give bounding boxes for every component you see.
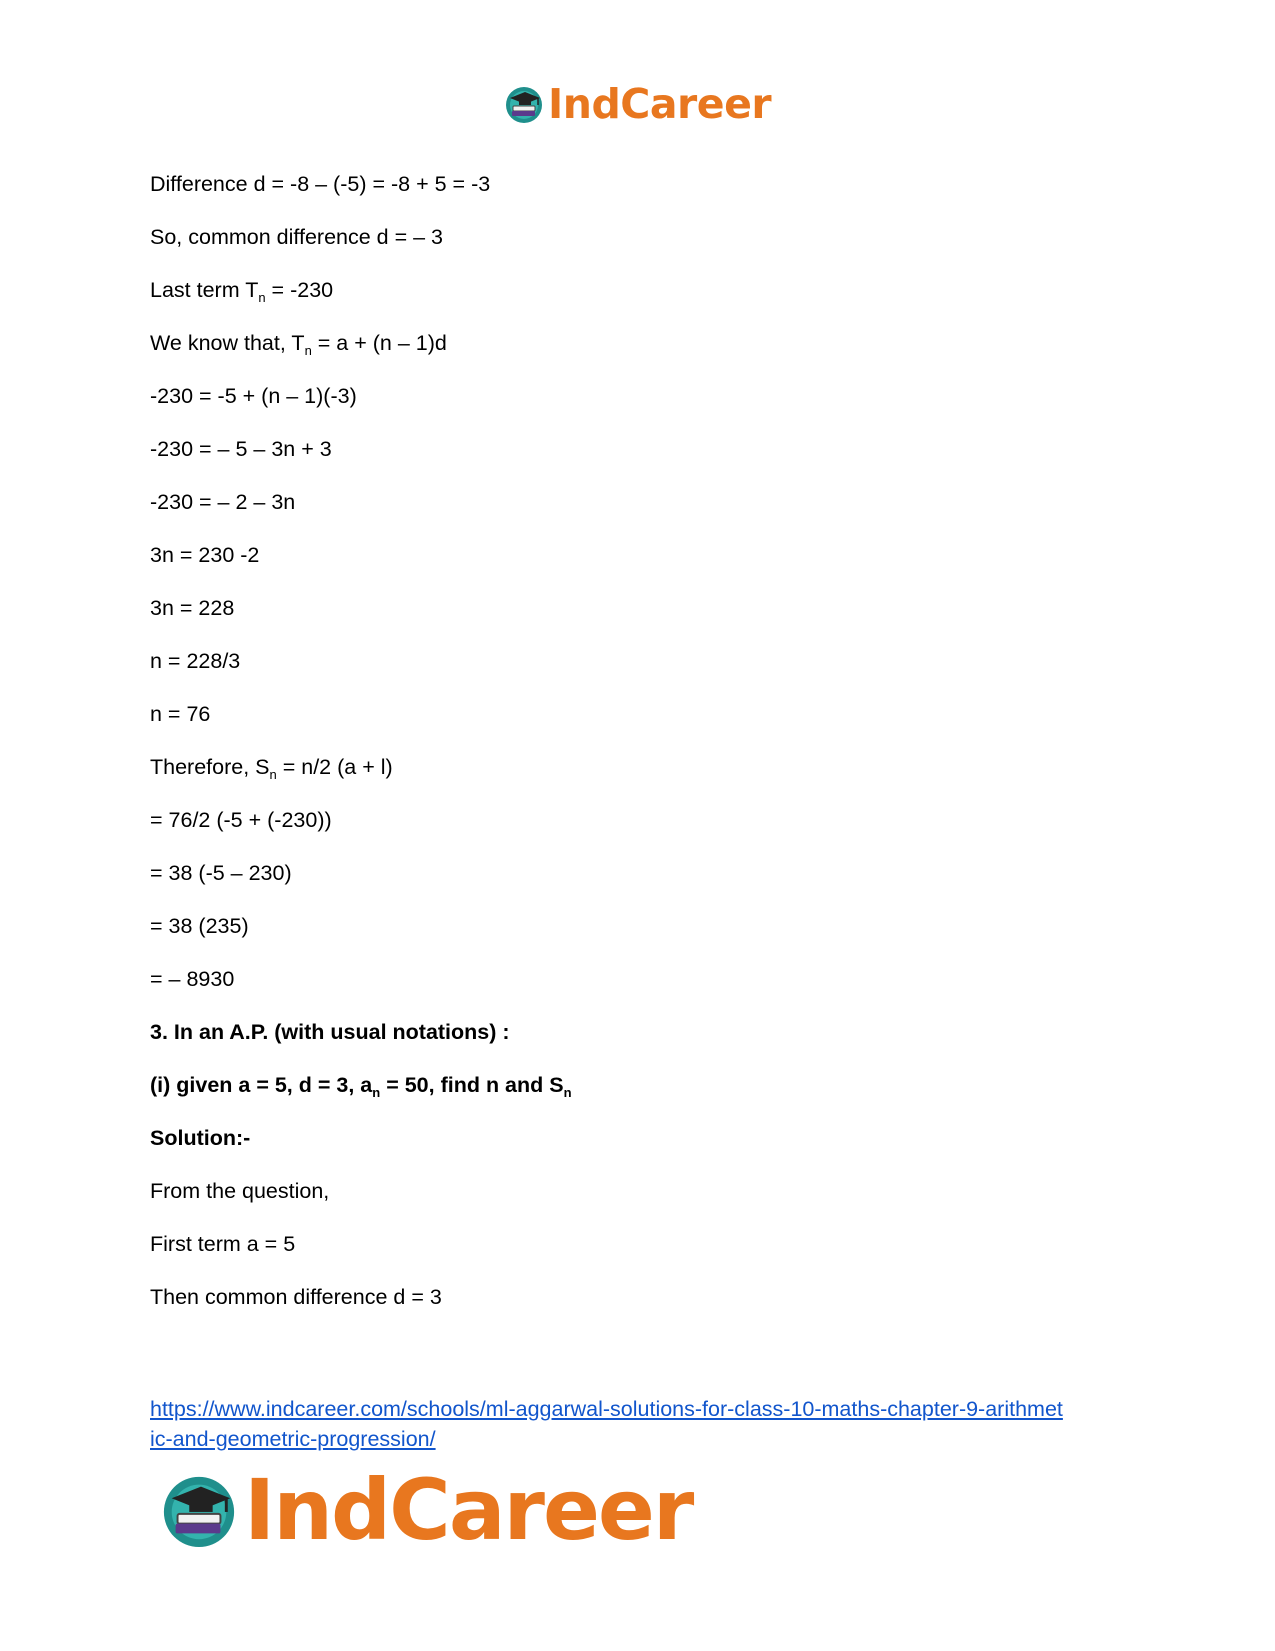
source-link-line-1[interactable]: https://www.indcareer.com/schools/ml-aggarwal-solutions-for-class-10-maths-chapter-9-arithmet [150,1397,1063,1421]
text-line [150,1284,442,1310]
text-segment: Then common difference d = 3 [150,1285,442,1309]
text-segment: Difference d = -8 – (-5) = -8 + 5 = -3 [150,172,491,196]
text-segment: = 50, find n and S [380,1073,564,1097]
header-brand-text: IndCareer [548,80,772,128]
text-segment: Solution:- [150,1126,251,1150]
footer-brand-text: IndCareer [244,1461,693,1559]
text-line [150,542,259,568]
subscript: n [304,343,312,358]
text-segment: -230 = -5 + (n – 1)(-3) [150,384,357,408]
text-line [150,1231,295,1257]
text-line [150,489,295,515]
text-line [150,277,333,303]
text-line [150,171,490,197]
text-segment: So, common difference d = – 3 [150,225,444,249]
graduation-cap-books-icon [504,84,544,124]
text-line [150,701,210,727]
text-segment: First term a = 5 [150,1232,296,1256]
text-segment: = a + (n – 1)d [311,331,447,355]
text-segment: n = 228/3 [150,649,241,673]
text-segment: = 38 (235) [150,914,249,938]
text-segment: (i) given a = 5, d = 3, a [150,1073,373,1097]
text-segment: We know that, T [150,331,305,355]
text-line [150,1125,250,1151]
source-link-line-2[interactable]: ic-and-geometric-progression/ [150,1427,436,1451]
text-line [150,330,447,356]
text-segment: = 38 (-5 – 230) [150,861,292,885]
header-logo [504,80,771,128]
text-segment: = n/2 (a + l) [276,755,393,779]
text-segment: = 76/2 (-5 + (-230)) [150,808,332,832]
text-segment: -230 = – 2 – 3n [150,490,296,514]
text-line [150,383,357,409]
text-segment: = -230 [265,278,334,302]
text-line [150,913,249,939]
text-segment: 3. In an A.P. (with usual notations) : [150,1020,510,1044]
text-segment: = – 8930 [150,967,235,991]
footer-logo [160,1461,693,1559]
source-link[interactable] [150,1394,1150,1454]
text-line [150,754,393,780]
subscript: n [372,1085,381,1100]
text-segment: 3n = 230 -2 [150,543,260,567]
subscript: n [563,1085,572,1100]
text-segment: 3n = 228 [150,596,235,620]
text-line [150,1072,572,1098]
text-line [150,436,332,462]
text-line [150,860,292,886]
subscript: n [258,290,266,305]
text-segment: n = 76 [150,702,211,726]
subscript: n [269,767,277,782]
text-segment: Therefore, S [150,755,270,779]
text-line [150,807,332,833]
text-line [150,966,234,992]
graduation-cap-books-icon [160,1471,238,1549]
text-line [150,648,240,674]
text-segment: -230 = – 5 – 3n + 3 [150,437,332,461]
text-line [150,595,234,621]
text-segment: Last term T [150,278,259,302]
text-line [150,1019,510,1045]
text-line [150,224,443,250]
text-segment: From the question, [150,1179,330,1203]
text-line [150,1178,329,1204]
